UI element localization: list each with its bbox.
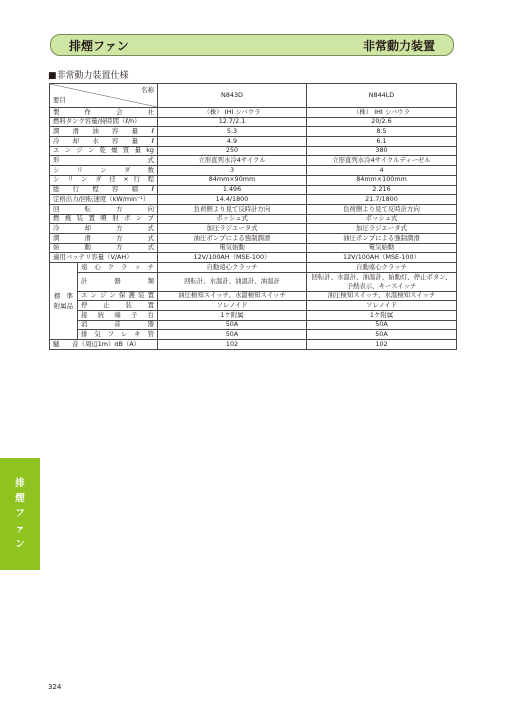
row-value-1: 50A <box>158 330 307 340</box>
row-value-2: 回転計、水温計、油温計、始動灯、停止ボタン、予熱表示、キースイッチ <box>307 272 457 291</box>
table-row <box>50 204 457 214</box>
table-row <box>50 291 457 301</box>
row-value-1: 立形直列水冷4サイクル <box>158 156 307 166</box>
row-value-2: 84mm×100mm <box>307 175 457 185</box>
row-value-2: 4 <box>307 166 457 176</box>
row-value-2: 20/2.6 <box>307 117 457 127</box>
table-row <box>50 175 457 185</box>
page-number: 324 <box>48 683 62 691</box>
row-value-1: 12.7/2.1 <box>158 117 307 127</box>
row-value-1: 12V/100AH（MSE-100） <box>158 253 307 263</box>
table-row <box>50 233 457 243</box>
side-tab-char: フ <box>15 508 25 520</box>
table-row <box>50 311 457 321</box>
row-label: 潤 滑 方 式 <box>50 233 158 243</box>
row-value-2: 油圧ポンプによる強制潤滑 <box>307 233 457 243</box>
row-value-2: 102 <box>307 340 457 350</box>
row-value-1: 250 <box>158 146 307 156</box>
row-label: 計 器 類 <box>78 272 158 291</box>
table-row <box>50 253 457 263</box>
row-value-2: 立形直列水冷4サイクルディーゼル <box>307 156 457 166</box>
row-value-1: 50A <box>158 320 307 330</box>
row-label: 製 作 会 社 <box>50 108 158 118</box>
row-value-2: ボッシュ式 <box>307 214 457 224</box>
table-row <box>50 340 457 350</box>
table-row <box>50 166 457 176</box>
row-label: 燃料タンク容量/持時間（ℓ/h） <box>50 117 158 127</box>
row-value-2: 21.7/1800 <box>307 195 457 205</box>
model-header-2: N844LD <box>307 84 457 108</box>
row-value-1: （株） IHI シバウラ <box>158 108 307 118</box>
side-index-tab <box>0 458 40 570</box>
table-row <box>50 320 457 330</box>
table-row <box>50 263 457 273</box>
table-row <box>50 214 457 224</box>
row-value-1: 14.4/1800 <box>158 195 307 205</box>
corner-bottom-label: 要目 <box>53 95 66 104</box>
row-value-1: 1.496 <box>158 185 307 195</box>
row-label: シ リ ン ダ 径 × 行 程 <box>50 175 158 185</box>
row-value-2: 6.1 <box>307 137 457 147</box>
table-row <box>50 127 457 137</box>
table-row <box>50 146 457 156</box>
row-value-1: 102 <box>158 340 307 350</box>
table-row <box>50 195 457 205</box>
row-value-1: 5.3 <box>158 127 307 137</box>
row-value-1: 4.9 <box>158 137 307 147</box>
section-header-bar <box>50 34 454 56</box>
row-label: 冷 却 方 式 <box>50 224 158 234</box>
row-value-2: 加圧ラジエータ式 <box>307 224 457 234</box>
row-value-2: 2.216 <box>307 185 457 195</box>
row-label: 騒 音（周辺1m）dB（A） <box>50 340 158 350</box>
model-header-1: N843D <box>158 84 307 108</box>
row-value-1: 油圧検知スイッチ、水温検知スイッチ <box>158 291 307 301</box>
row-label: 消 音 器 <box>78 320 158 330</box>
row-value-2: 1ケ附属 <box>307 311 457 321</box>
table-row <box>50 117 457 127</box>
row-value-1: 回転計、水温計、油温計、油温計 <box>158 272 307 291</box>
corner-top-label: 名称 <box>141 86 154 94</box>
row-label: 形 式 <box>50 156 158 166</box>
row-value-2: 50A <box>307 320 457 330</box>
spec-table-body <box>50 84 457 350</box>
header-right-title: 非常動力装置 <box>362 38 435 53</box>
row-label: 潤 滑 油 容 量 ℓ <box>50 127 158 137</box>
row-value-2: 油圧検知スイッチ、水温検知スイッチ <box>307 291 457 301</box>
row-value-1: 1ケ附属 <box>158 311 307 321</box>
row-value-2: 自動遠心クラッチ <box>307 263 457 273</box>
table-row <box>50 137 457 147</box>
row-label: 冷 却 水 容 量 ℓ <box>50 137 158 147</box>
row-value-2: 50A <box>307 330 457 340</box>
spec-table <box>49 83 457 350</box>
row-label: 燃 焼 装 置 噴 射 ポ ン プ <box>50 214 158 224</box>
table-row <box>50 156 457 166</box>
table-row <box>50 108 457 118</box>
row-label: 停 止 装 置 <box>78 301 158 311</box>
section-title: ■非常動力装置仕様 <box>48 71 129 81</box>
row-label: シ リ ン ダ 数 <box>50 166 158 176</box>
row-value-1: 加圧ラジエータ式 <box>158 224 307 234</box>
row-value-2: 8.5 <box>307 127 457 137</box>
side-tab-char: 排 <box>15 478 25 490</box>
table-row <box>50 224 457 234</box>
side-tab-char: ァ <box>15 523 25 535</box>
row-label: 適用バッテリ容量（V/AH） <box>50 253 158 263</box>
row-label: 定格出力/回転速度（kW/min⁻¹） <box>50 195 158 205</box>
row-value-1: 3 <box>158 166 307 176</box>
table-row <box>50 185 457 195</box>
accessory-group-label: 標 準 附属品 <box>50 263 78 340</box>
row-label: 排 気 フ レ キ 管 <box>78 330 158 340</box>
table-row <box>50 243 457 253</box>
row-label: 総 行 程 容 積 ℓ <box>50 185 158 195</box>
row-value-1: ボッシュ式 <box>158 214 307 224</box>
side-tab-char: ン <box>15 538 25 550</box>
corner-cell <box>50 84 158 108</box>
side-tab-char: 煙 <box>15 493 25 505</box>
row-value-1: 84mm×90mm <box>158 175 307 185</box>
row-label: エ ン ジ ン 乾 燥 質 量 kg <box>50 146 158 156</box>
row-label: 遠 心 ク ラ ッ チ <box>78 263 158 273</box>
header-left-title: 排煙ファン <box>69 38 129 53</box>
table-row <box>50 330 457 340</box>
row-label: エンジン保護装置 <box>78 291 158 301</box>
row-value-2: ソレノイド <box>307 301 457 311</box>
row-value-2: 12V/100AH（MSE-100） <box>307 253 457 263</box>
row-value-2: 電気始動 <box>307 243 457 253</box>
row-value-2: 負荷側より見て反時計方向 <box>307 204 457 214</box>
row-value-1: ソレノイド <box>158 301 307 311</box>
row-label: 始 動 方 式 <box>50 243 158 253</box>
row-label: 接 続 端 子 台 <box>78 311 158 321</box>
row-value-1: 電気始動 <box>158 243 307 253</box>
table-row <box>50 301 457 311</box>
row-value-1: 自動遠心クラッチ <box>158 263 307 273</box>
row-value-2: 380 <box>307 146 457 156</box>
row-value-1: 油圧ポンプによる強制潤滑 <box>158 233 307 243</box>
row-value-1: 負荷側より見て反時計方向 <box>158 204 307 214</box>
row-value-2: （株） IHI シバウラ <box>307 108 457 118</box>
row-label: 回 転 方 向 <box>50 204 158 214</box>
table-header-row <box>50 84 457 108</box>
table-row <box>50 272 457 291</box>
